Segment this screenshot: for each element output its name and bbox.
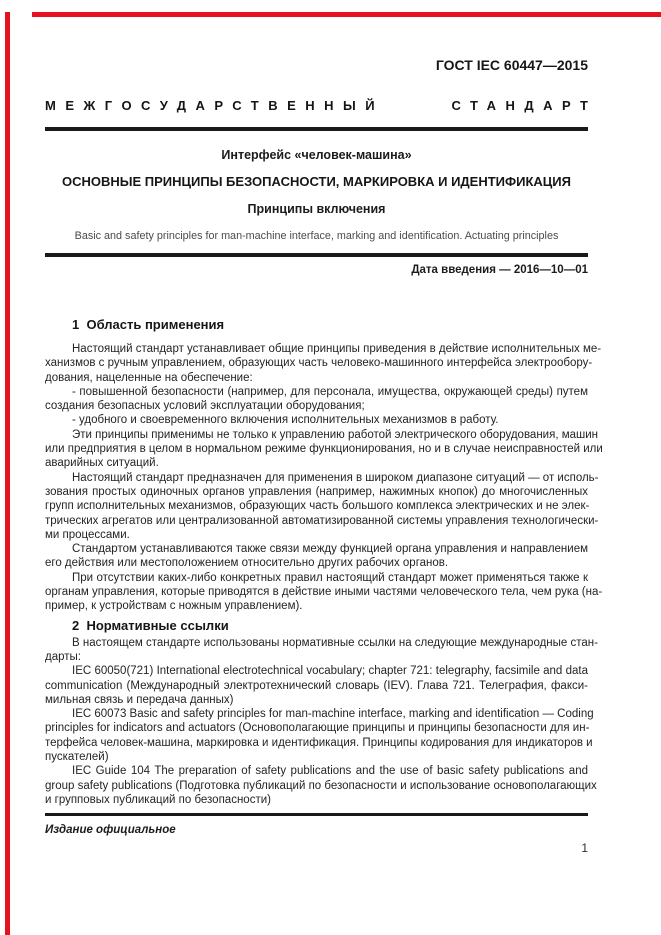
standard-type-word-1: МЕЖГОСУДАРСТВЕННЫЙ [45,98,385,113]
text-line: трических агрегатов или централизованной автоматизированной системы управления технологически- [45,514,599,527]
text-line: зования простых одиночных органов управления (например, нажимных кнопок) до многочисленных [45,485,588,498]
text-line: и групповых публикаций по безопасности) [45,793,271,806]
text-line: аварийных ситуаций. [45,457,159,470]
text-line: При отсутствии каких-либо конкретных правил настоящий стандарт может применяться также к [72,571,588,584]
text-line: IEC 60073 Basic and safety principles for man-machine interface, marking and identification — Coding [72,708,594,721]
text-line: IEC Guide 104 The preparation of safety publications and the use of basic safety publications and [72,765,588,778]
standard-type-label [45,98,598,113]
text-line: communication (Международный электротехнический словарь (IEV). Глава 721. Телеграфия, факси- [45,679,588,692]
text-line: его действия или местоположением относительно других рабочих органов. [45,557,449,570]
text-line: - повышенной безопасности (например, для персонала, имущества, окружающей среды) путем [72,385,588,398]
text-line: Стандартом устанавливаются также связи между функцией органа управления и направлением [72,543,588,556]
text-line: Настоящий стандарт предназначен для применения в широком диапазоне ситуаций — от исполь- [72,471,599,484]
effective-date: Дата введения — 2016—10—01 [411,264,588,276]
text-line: мильная связь и передача данных) [45,693,234,706]
standard-type-word-2: СТАНДАРТ [451,98,598,113]
section-2-paragraphs [45,636,598,808]
text-line: Настоящий стандарт устанавливает общие принципы приведения в действие исполнительных ме- [72,343,602,355]
text-line: групп исполнительных механизмов, образующих часть большого комплекса электрических и не элек- [45,500,590,513]
horizontal-rule-top [45,127,588,131]
text-line: - удобного и своевременного включения исполнительных механизмов в работу. [72,414,499,427]
text-line: ми процессами. [45,528,130,541]
text-line: Эти принципы применимы не только к управлению работой электрического оборудования, машин [72,428,599,441]
text-line: пускателей) [45,751,109,764]
doc-code: ГОСТ IEC 60447—2015 [435,57,588,73]
title-subtitle: Принципы включения [247,202,386,216]
text-line: органам управления, которые приводятся в действие иными частями человеческого тела, чем рука (на- [45,586,603,599]
footer-rule [45,813,588,816]
text-line: principles for indicators and actuators (Основополагающие принципы и принципы безопасности для ин- [45,722,590,735]
section-heading-2: 2 Нормативные ссылки [72,617,229,633]
title-subject: Интерфейс «человек-машина» [221,148,412,162]
title-main: ОСНОВНЫЕ ПРИНЦИПЫ БЕЗОПАСНОСТИ, МАРКИРОВКА И ИДЕНТИФИКАЦИЯ [62,174,571,189]
text-line: создания безопасных условий эксплуатации оборудования; [45,400,365,413]
horizontal-rule-title-bottom [45,253,588,257]
text-line: ханизмов с ручным управлением, образующих часть человеко-машинного интерфейса электрообору- [45,357,593,370]
section-1-paragraphs [45,342,603,614]
text-line: дования, нацеленные на обеспечение: [45,371,253,384]
text-line: терфейса человек-машина, маркировка и идентификация. Принципы кодирования для индикаторов и [45,736,593,749]
text-line: В настоящем стандарте использованы нормативные ссылки на следующие международные стан- [72,636,598,649]
text-line: пример, к устройствам с ножным управлением). [45,600,303,613]
text-line: или предприятия в целом в нормальном режиме функционирования, но и в случае неисправностей или [45,443,603,456]
title-english: Basic and safety principles for man-machine interface, marking and identification. Actuating principles [74,230,559,242]
red-margin-line-left [5,12,10,935]
section-heading-1: 1 Область применения [72,317,225,332]
text-line: group safety publications (Подготовка публикаций по безопасности и использование основополагающих [45,779,597,792]
page-content [45,0,603,807]
page-number: 1 [581,841,588,855]
text-line: дарты: [45,650,81,663]
edition-note: Издание официальное [45,824,176,836]
text-line: IEC 60050(721) International electrotechnical vocabulary; chapter 721: telegraphy, facsimile and data [72,665,588,678]
